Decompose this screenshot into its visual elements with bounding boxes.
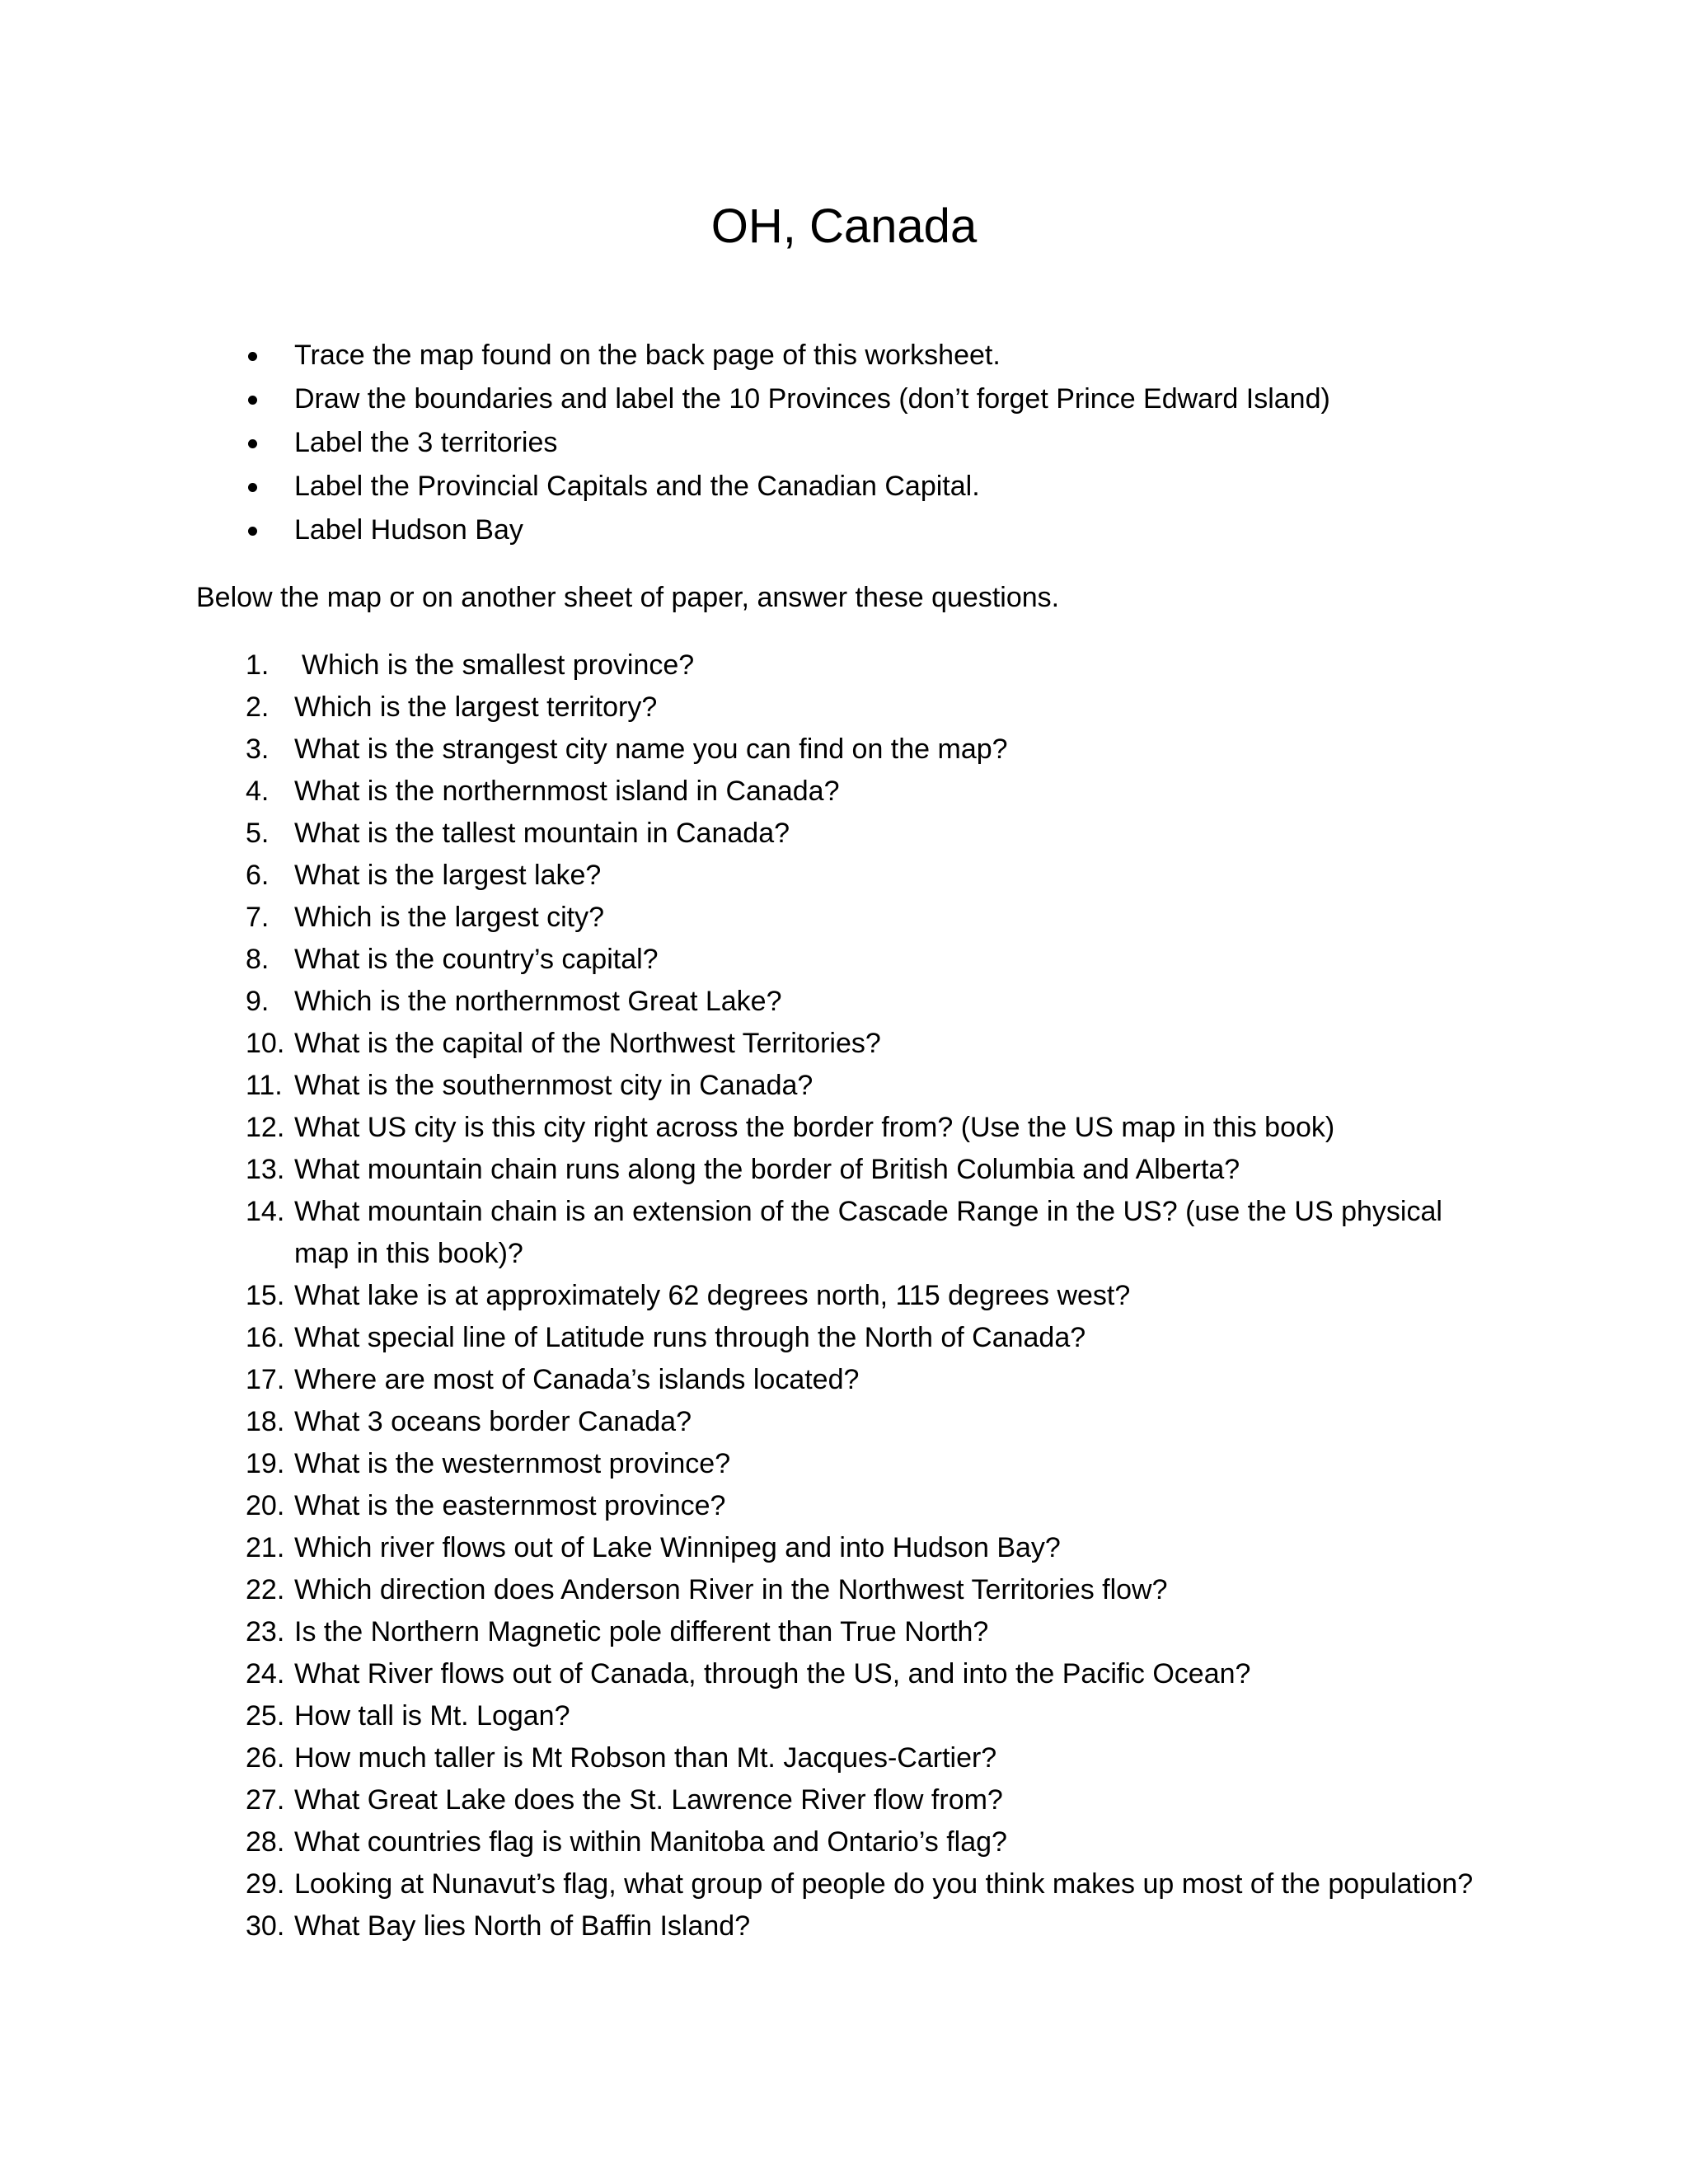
question-text: Which is the smallest province?: [302, 649, 695, 681]
question-number: 10.: [246, 1028, 285, 1059]
question-number: 12.: [246, 1112, 285, 1143]
question-number: 25.: [246, 1700, 285, 1732]
question-text: What mountain chain is an extension of the Cascade Range in the US? (use the US physical map in this book)?: [294, 1196, 1442, 1269]
bullet-icon: [248, 527, 257, 536]
question-text: What is the northernmost island in Canada?: [294, 776, 840, 807]
question-number: 3.: [246, 733, 270, 765]
question-number: 24.: [246, 1658, 285, 1690]
instruction-text: Label Hudson Bay: [294, 514, 523, 546]
question-text: Which river flows out of Lake Winnipeg and into Hudson Bay?: [294, 1532, 1061, 1563]
question-number: 6.: [246, 860, 270, 891]
question-text: Looking at Nunavut’s flag, what group of people do you think makes up most of the population?: [294, 1868, 1474, 1900]
question-text: How much taller is Mt Robson than Mt. Jacques-Cartier?: [294, 1742, 997, 1774]
bullet-icon: [248, 352, 257, 361]
question-text: Which is the largest territory?: [294, 691, 658, 723]
question-text: What is the easternmost province?: [294, 1490, 726, 1521]
question-text: What special line of Latitude runs through the North of Canada?: [294, 1322, 1086, 1353]
question-number: 15.: [246, 1280, 285, 1311]
question-text: What is the westernmost province?: [294, 1448, 731, 1479]
question-number: 21.: [246, 1532, 285, 1563]
question-text: How tall is Mt. Logan?: [294, 1700, 570, 1732]
question-number: 23.: [246, 1616, 285, 1647]
question-number: 4.: [246, 776, 270, 807]
question-text: What Great Lake does the St. Lawrence River flow from?: [294, 1784, 1003, 1816]
question-number: 17.: [246, 1364, 285, 1395]
bullet-icon: [248, 439, 257, 448]
question-text: What countries flag is within Manitoba and Ontario’s flag?: [294, 1826, 1007, 1858]
question-number: 1.: [246, 649, 270, 681]
question-number: 16.: [246, 1322, 285, 1353]
questions-intro: Below the map or on another sheet of paper, answer these questions.: [196, 582, 1060, 613]
question-text: What is the southernmost city in Canada?: [294, 1070, 814, 1101]
question-text: What US city is this city right across the border from? (Use the US map in this book): [294, 1112, 1335, 1143]
question-text: What is the capital of the Northwest Territories?: [294, 1028, 881, 1059]
question-text: What is the strangest city name you can find on the map?: [294, 733, 1008, 765]
question-number: 2.: [246, 691, 270, 723]
page-title: OH, Canada: [710, 199, 978, 253]
question-number: 28.: [246, 1826, 285, 1858]
question-number: 8.: [246, 944, 270, 975]
question-number: 29.: [246, 1868, 285, 1900]
question-number: 19.: [246, 1448, 285, 1479]
question-number: 13.: [246, 1154, 285, 1185]
bullet-icon: [248, 483, 257, 492]
question-text: What 3 oceans border Canada?: [294, 1406, 692, 1437]
question-text: What lake is at approximately 62 degrees north, 115 degrees west?: [294, 1280, 1131, 1311]
question-text: Is the Northern Magnetic pole different than True North?: [294, 1616, 989, 1647]
question-text: What is the largest lake?: [294, 860, 602, 891]
question-text: What Bay lies North of Baffin Island?: [294, 1910, 751, 1942]
bullet-icon: [248, 396, 257, 405]
question-text: What is the country’s capital?: [294, 944, 659, 975]
instruction-text: Draw the boundaries and label the 10 Provinces (don’t forget Prince Edward Island): [294, 383, 1330, 415]
question-number: 9.: [246, 986, 270, 1017]
question-text: Which is the northernmost Great Lake?: [294, 986, 782, 1017]
question-number: 18.: [246, 1406, 285, 1437]
question-text: Where are most of Canada’s islands located?: [294, 1364, 860, 1395]
question-text: What mountain chain runs along the border of British Columbia and Alberta?: [294, 1154, 1240, 1185]
question-number: 14.: [246, 1196, 285, 1227]
question-number: 30.: [246, 1910, 285, 1942]
instruction-text: Trace the map found on the back page of this worksheet.: [294, 340, 1001, 371]
question-text: Which direction does Anderson River in the Northwest Territories flow?: [294, 1574, 1168, 1605]
question-number: 20.: [246, 1490, 285, 1521]
question-number: 26.: [246, 1742, 285, 1774]
question-text: What River flows out of Canada, through the US, and into the Pacific Ocean?: [294, 1658, 1251, 1690]
question-text: Which is the largest city?: [294, 902, 605, 933]
instruction-text: Label the 3 territories: [294, 427, 558, 458]
instruction-text: Label the Provincial Capitals and the Canadian Capital.: [294, 471, 980, 502]
question-number: 7.: [246, 902, 270, 933]
question-number: 5.: [246, 818, 270, 849]
question-text: What is the tallest mountain in Canada?: [294, 818, 790, 849]
question-number: 27.: [246, 1784, 285, 1816]
question-number: 11.: [246, 1070, 283, 1101]
question-number: 22.: [246, 1574, 285, 1605]
